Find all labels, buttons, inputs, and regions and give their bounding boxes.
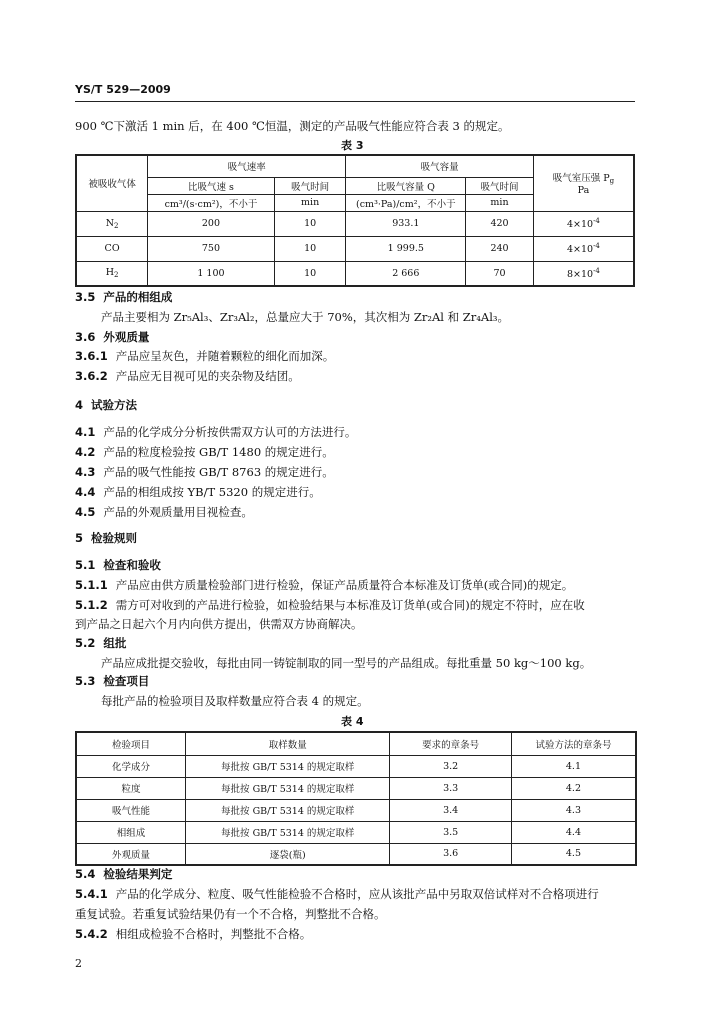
table4-cell: 相组成 bbox=[76, 821, 186, 843]
section-4-1: 4.1 产品的化学成分分析按供需双方认可的方法进行。 bbox=[75, 425, 357, 439]
table3-cell: 10 bbox=[274, 236, 346, 261]
section-4-2: 4.2 产品的粒度检验按 GB/T 1480 的规定进行。 bbox=[75, 445, 334, 459]
section-5-4-2: 5.4.2 相组成检验不合格时，判整批不合格。 bbox=[75, 927, 312, 941]
section-3-6-1: 3.6.1 产品应呈灰色，并随着颗粒的细化而加深。 bbox=[75, 349, 335, 363]
table4-cell: 粒度 bbox=[76, 777, 186, 799]
pressure-sub: g bbox=[609, 177, 615, 186]
table3-cell: 750 bbox=[148, 236, 275, 261]
table4-cell: 化学成分 bbox=[76, 755, 186, 777]
table3-gas-cell: $H_2$ bbox=[76, 261, 148, 286]
table4-cell: 3.6 bbox=[390, 843, 512, 865]
table4-cell: 逐袋(瓶) bbox=[186, 843, 390, 865]
table3-rate-col2: 吸气时间 bbox=[274, 177, 346, 194]
section-5-1-heading: 5.1 检查和验收 bbox=[75, 558, 161, 572]
table3-cap-col1-unit: (cm³·Pa)/cm²，不小于 bbox=[346, 194, 466, 211]
table-row bbox=[76, 777, 636, 799]
table3 bbox=[75, 154, 635, 287]
section-5-2-heading: 5.2 组批 bbox=[75, 636, 127, 650]
table-row bbox=[76, 261, 634, 286]
table-row bbox=[76, 799, 636, 821]
section-5-3-text: 每批产品的检验项目及取样数量应符合表 4 的规定。 bbox=[101, 694, 369, 708]
table3-cell: 10 bbox=[274, 211, 346, 236]
table-row bbox=[76, 843, 636, 865]
table3-rate-col1: 比吸气速 s bbox=[148, 177, 275, 194]
pressure-unit: Pa bbox=[577, 185, 590, 197]
section-3-6-heading: 3.6 外观质量 bbox=[75, 330, 150, 344]
table4-header: 取样数量 bbox=[186, 732, 390, 755]
table4-cell: 4.2 bbox=[511, 777, 636, 799]
section-3-5-heading: 3.5 产品的相组成 bbox=[75, 290, 173, 304]
section-5-1-1: 5.1.1 产品应由供方质量检验部门进行检验，保证产品质量符合本标准及订货单(或合同)的规定。 bbox=[75, 578, 574, 592]
section-3-6-2: 3.6.2 产品应无目视可见的夹杂物及结团。 bbox=[75, 369, 300, 383]
table3-cap-col1: 比吸气容量 Q bbox=[346, 177, 466, 194]
section-4-5: 4.5 产品的外观质量用目视检查。 bbox=[75, 505, 253, 519]
section-3-5-text: 产品主要相为 Zr₅Al₃、Zr₃Al₂，总量应大于 70%，其次相为 Zr₂Al 和 Zr₄Al₃。 bbox=[101, 310, 509, 324]
table3-cell: 1 100 bbox=[148, 261, 275, 286]
section-5-heading: 5 检验规则 bbox=[75, 531, 138, 545]
table3-pressure-cell: $8\times 10^{-4}$ bbox=[533, 261, 634, 286]
section-5-4-heading: 5.4 检验结果判定 bbox=[75, 867, 173, 881]
table4-header: 试验方法的章条号 bbox=[511, 732, 636, 755]
table3-cell: 2 666 bbox=[346, 261, 466, 286]
table3-cell: 10 bbox=[274, 261, 346, 286]
table-row bbox=[76, 755, 636, 777]
table3-cell: 420 bbox=[466, 211, 534, 236]
table3-gas-header: 被吸收气体 bbox=[76, 155, 148, 211]
table4-cell: 每批按 GB/T 5314 的规定取样 bbox=[186, 821, 390, 843]
section-5-2-text: 产品应成批提交验收，每批由同一铸锭制取的同一型号的产品组成。每批重量 50 kg～100 kg。 bbox=[101, 656, 592, 670]
table4-cell: 3.4 bbox=[390, 799, 512, 821]
table-row bbox=[76, 211, 634, 236]
table3-cell: 933.1 bbox=[346, 211, 466, 236]
table3-group-capacity: 吸气容量 bbox=[346, 155, 533, 177]
intro-paragraph: 900 ℃下激活 1 min 后，在 400 ℃恒温，测定的产品吸气性能应符合表 3 的规定。 bbox=[75, 119, 510, 133]
table3-rate-col1-unit: cm³/(s·cm²)，不小于 bbox=[148, 194, 275, 211]
table3-rate-col2-unit: min bbox=[274, 194, 346, 211]
table4-header: 检验项目 bbox=[76, 732, 186, 755]
section-5-1-2-cont: 到产品之日起六个月内向供方提出，供需双方协商解决。 bbox=[75, 617, 363, 631]
page-number: 2 bbox=[75, 957, 82, 970]
table3-gas-cell: CO bbox=[76, 236, 148, 261]
table4-cell: 3.2 bbox=[390, 755, 512, 777]
table4-cell: 4.4 bbox=[511, 821, 636, 843]
table4-header: 要求的章条号 bbox=[390, 732, 512, 755]
pressure-label: 吸气室压强 P bbox=[552, 173, 610, 185]
table3-cap-col2: 吸气时间 bbox=[466, 177, 534, 194]
table4-cell: 4.1 bbox=[511, 755, 636, 777]
table3-gas-cell: $N_2$ bbox=[76, 211, 148, 236]
table3-group-rate: 吸气速率 bbox=[148, 155, 346, 177]
table4-cell: 每批按 GB/T 5314 的规定取样 bbox=[186, 799, 390, 821]
section-4-heading: 4 试验方法 bbox=[75, 398, 138, 412]
table3-pressure-header bbox=[533, 155, 634, 211]
section-4-3: 4.3 产品的吸气性能按 GB/T 8763 的规定进行。 bbox=[75, 465, 334, 479]
table4-cell: 4.5 bbox=[511, 843, 636, 865]
table-row bbox=[76, 236, 634, 261]
header-rule bbox=[75, 101, 635, 102]
table4-cell: 每批按 GB/T 5314 的规定取样 bbox=[186, 777, 390, 799]
table3-cell: 240 bbox=[466, 236, 534, 261]
table3-cell: 1 999.5 bbox=[346, 236, 466, 261]
section-5-4-1: 5.4.1 产品的化学成分、粒度、吸气性能检验不合格时，应从该批产品中另取双倍试样对不合格项进行 bbox=[75, 887, 599, 901]
table4-cell: 4.3 bbox=[511, 799, 636, 821]
table3-cap-col2-unit: min bbox=[466, 194, 534, 211]
standard-code: YS/T 529—2009 bbox=[75, 83, 171, 96]
table3-pressure-cell: $4\times 10^{-4}$ bbox=[533, 211, 634, 236]
table4-cell: 3.5 bbox=[390, 821, 512, 843]
section-4-4: 4.4 产品的相组成按 YB/T 5320 的规定进行。 bbox=[75, 485, 321, 499]
section-5-3-heading: 5.3 检查项目 bbox=[75, 674, 150, 688]
table4-cell: 每批按 GB/T 5314 的规定取样 bbox=[186, 755, 390, 777]
section-5-1-2: 5.1.2 需方可对收到的产品进行检验，如检验结果与本标准及订货单(或合同)的规定不符时，应在收 bbox=[75, 598, 585, 612]
table3-cell: 70 bbox=[466, 261, 534, 286]
table-row bbox=[76, 821, 636, 843]
table4-cell: 外观质量 bbox=[76, 843, 186, 865]
table4-cell: 吸气性能 bbox=[76, 799, 186, 821]
table3-cell: 200 bbox=[148, 211, 275, 236]
table3-pressure-cell: $4\times 10^{-4}$ bbox=[533, 236, 634, 261]
table4-caption: 表 4 bbox=[341, 715, 364, 728]
table4-cell: 3.3 bbox=[390, 777, 512, 799]
table4 bbox=[75, 731, 637, 866]
section-5-4-1-cont: 重复试验。若重复试验结果仍有一个不合格，判整批不合格。 bbox=[75, 907, 386, 921]
table3-caption: 表 3 bbox=[341, 139, 364, 152]
